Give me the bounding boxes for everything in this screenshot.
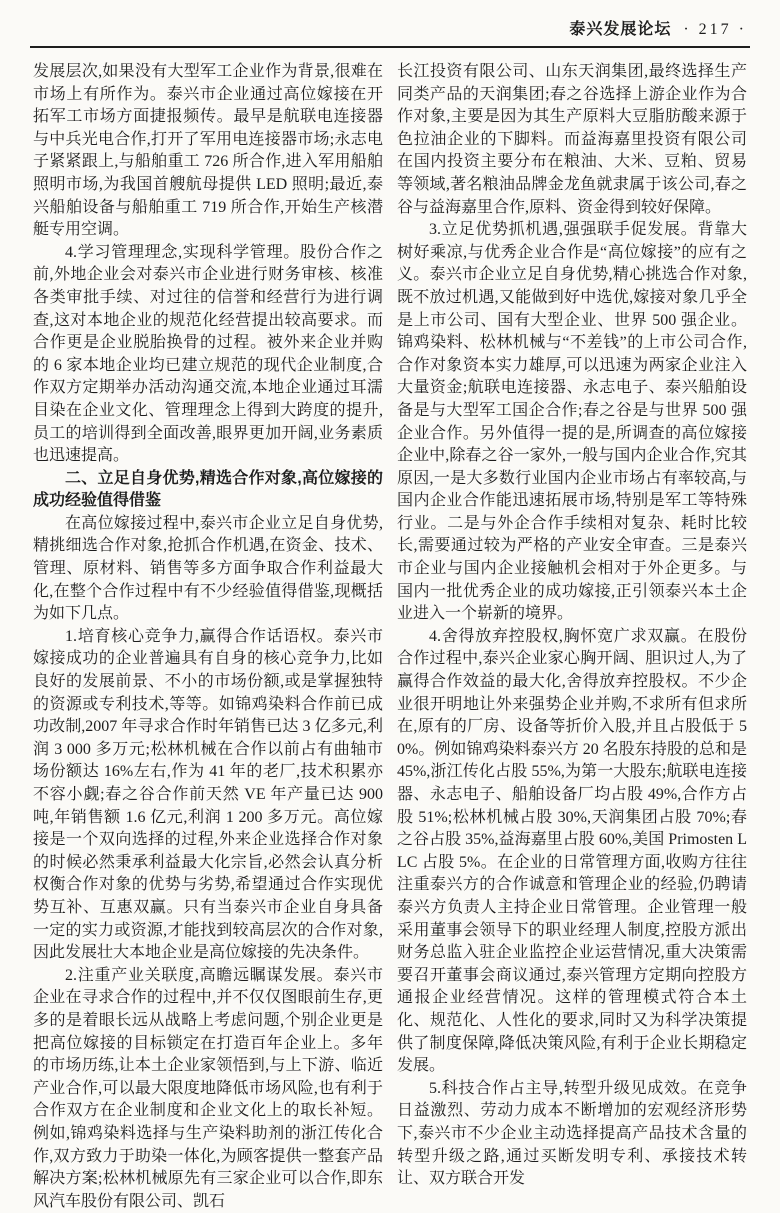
section-heading-part-two: 二、立足自身优势,精选合作对象,高位嫁接的成功经验值得借鉴	[33, 469, 383, 510]
paragraph-point-2-industry-relevance: 2.注重产业关联度,高瞻远瞩谋发展。泰兴市企业在寻求合作的过程中,并不仅仅图眼前生存,更多的是着眼长远从战略上考虑问题,个别企业更是把高位嫁接的目标锁定在打造百年企业上。多年的市场历练,让本土企业家领悟到,与上下游、临近产业合作,可以最大限度地降低市场风险,也有利于合作双方在企业制度和企业文化上的取长补短。例如,锦鸡染料选择与生产染料助剂的浙江传化合作,双方致力于助染一体化,为顾客提供一整套产品解决方案;松林机械原先有三家企业可以合作,即东风汽车股份有限公司、凯石	[33, 966, 383, 1210]
left-column	[33, 61, 383, 1213]
paragraph-point-4-equity: 4.舍得放弃控股权,胸怀宽广求双赢。在股份合作过程中,泰兴企业家心胸开阔、胆识过人,为了赢得合作效益的最大化,舍得放弃控股权。不少企业很开明地让外来强势企业并购,不求所有但求所在,原有的厂房、设备等折价入股,并且占股低于 50%。例如锦鸡染料泰兴方 20 名股东持股的总和是 45%,浙江传化占股 55%,为第一大股东;航联电连接器、永志电子、船舶设备厂均占股 49%,合作方占股 51%;松林机械占股 30%,天润集团占股 70%;春之谷占股 35%,益海嘉里占股 60%,美国 Primosten LLC 占股 5%。在企业的日常管理方面,收购方往往注重泰兴方的合作诚意和管理企业的经验,仍聘请泰兴方负责人主持企业日常管理。企业管理一般采用董事会领导下的职业经理人制度,控股方派出财务总监入驻企业监控企业运营情况,重大决策需要召开董事会商议通过,泰兴管理方定期向控股方通报企业经营情况。这样的管理模式符合本土化、规范化、人性化的要求,同时又为科学决策提供了制度保障,降低决策风险,有利于企业长期稳定发展。	[397, 627, 747, 1075]
paragraph-point-3-opportunities: 3.立足优势抓机遇,强强联手促发展。背靠大树好乘凉,与优秀企业合作是“高位嫁接”的应有之义。泰兴市企业立足自身优势,精心挑选合作对象,既不放过机遇,又能做到好中选优,嫁接对象几乎全是上市公司、国有大型企业、世界 500 强企业。锦鸡染料、松林机械与“不差钱”的上市公司合作,合作对象资本实力雄厚,可以迅速为两家企业注入大量资金;航联电连接器、永志电子、泰兴船舶设备是与大型军工国企合作;春之谷是与世界 500 强企业合作。另外值得一提的是,所调查的高位嫁接企业中,除春之谷一家外,一般与国内企业合作,究其原因,一是大多数行业国内企业市场占有率较高,与国内企业合作能迅速拓展市场,特别是军工等特殊行业。二是与外企合作手续相对复杂、耗时比较长,需要通过较为严格的产业安全审查。三是泰兴市企业与国内企业接触机会相对于外企更多。与国内一批优秀企业的成功嫁接,正引领泰兴本土企业进入一个崭新的境界。	[397, 221, 747, 623]
right-column	[397, 61, 747, 1213]
page-number: · 217 ·	[683, 21, 747, 38]
paragraph-point-1-competitiveness: 1.培育核心竞争力,赢得合作话语权。泰兴市嫁接成功的企业普遍具有自身的核心竞争力,比如良好的发展前景、不小的市场份额,或是掌握独特的资源或专利技术,等等。如锦鸡染料合作前已成功改制,2007 年寻求合作时年销售已达 3 亿多元,利润 3 000 多万元;松林机械在合作以前占有曲轴市场份额达 16%左右,作为 41 年的老厂,技术积累亦不容小觑;春之谷合作前天然 VE 年产量已达 900 吨,年销售额 1.6 亿元,利润 1 200 多万元。高位嫁接是一个双向选择的过程,外来企业选择合作对象的时候必然秉承利益最大化宗旨,必然会认真分析权衡合作对象的优势与劣势,希望通过合作实现优势互补、互惠双赢。只有当泰兴市企业自身具备一定的实力或资源,才能找到较高层次的合作对象,因此发展壮大本地企业是高位嫁接的先决条件。	[33, 627, 383, 962]
paragraph-military-market-continuation: 发展层次,如果没有大型军工企业作为背景,很难在市场上有所作为。泰兴市企业通过高位嫁接在开拓军工市场方面捷报频传。最早是航联电连接器与中兵光电合作,打开了军用电连接器市场;永志电子紧紧跟上,与船舶重工 726 所合作,进入军用船舶照明市场,为我国首艘航母提供 LED 照明;最近,泰兴船舶设备与船舶重工 719 所合作,开始生产核潜艇专用空调。	[33, 63, 383, 239]
header-divider	[30, 46, 750, 48]
page-header	[30, 16, 747, 39]
paragraph-partner-selection-continuation: 长江投资有限公司、山东天润集团,最终选择生产同类产品的天润集团;春之谷选择上游企业作为合作对象,主要是因为其生产原料大豆脂肪酸来源于色拉油企业的下脚料。而益海嘉里投资有限公司在国内投资主要分布在粮油、大米、豆粕、贸易等领域,著名粮油品牌金龙鱼就隶属于该公司,春之谷与益海嘉里合作,原料、资金得到较好保障。	[397, 63, 747, 216]
article-body	[33, 61, 748, 1213]
paragraph-point-4-management: 4.学习管理理念,实现科学管理。股份合作之前,外地企业会对泰兴市企业进行财务审核、核准各类审批手续、对过往的信誉和经营行为进行调查,这对本地企业的规范化经营提出较高要求。而合作更是企业脱胎换骨的过程。被外来企业并购的 6 家本地企业均已建立规范的现代企业制度,合作双方定期举办活动沟通交流,本地企业通过耳濡目染在企业文化、管理理念上得到大跨度的提升,员工的培训得到全面改善,眼界更加开阔,业务素质也迅速提高。	[33, 243, 383, 465]
paragraph-section-intro: 在高位嫁接过程中,泰兴市企业立足自身优势,精挑细选合作对象,抢抓合作机遇,在资金、技术、管理、原材料、销售等多方面争取合作利益最大化,在整个合作过程中有不少经验值得借鉴,现概括为如下几点。	[33, 514, 383, 623]
journal-title: 泰兴发展论坛	[569, 21, 672, 38]
paragraph-point-5-technology: 5.科技合作占主导,转型升级见成效。在竞争日益激烈、劳动力成本不断增加的宏观经济形势下,泰兴市不少企业主动选择提高产品技术含量的转型升级之路,通过买断发明专利、承接技术转让、双方联合开发	[397, 1079, 747, 1188]
